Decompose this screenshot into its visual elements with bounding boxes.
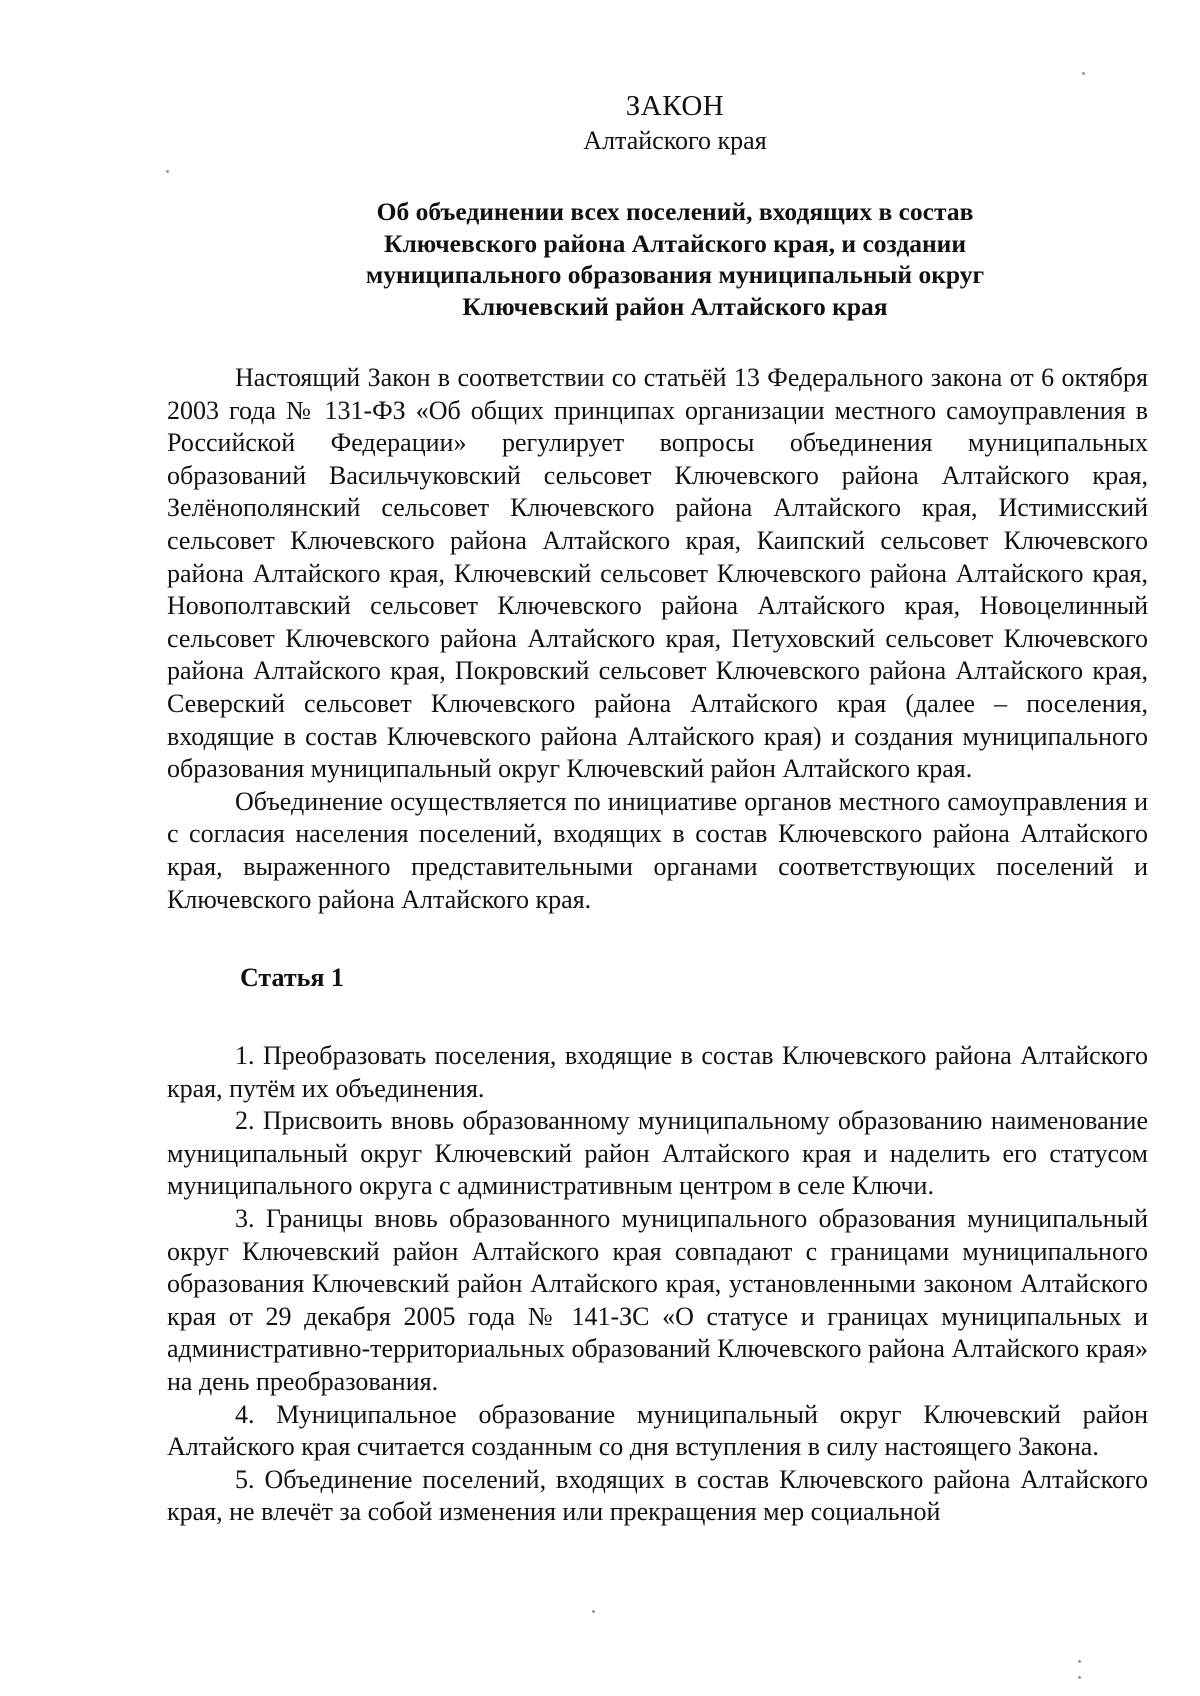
preamble-paragraph: Настоящий Закон в соответствии со статьёй 13 Федерального закона от 6 октября 2003 года № 131-ФЗ «Об общих принципах организации местного самоуправления в Российской Федерации» регулирует вопросы объединения муниципальных образований Васильчуковский сельсовет Ключевского района Алтайского края, Зелёнополянский сельсовет Ключевского района Алтайского края, Истимисский сельсовет Ключевского района Алтайского края, Каипский сельсовет Ключевского района Алтайского края, Ключевский сельсовет Ключевского района Алтайского края, Новополтавский сельсовет Ключевского района Алтайского края, Новоцелинный сельсовет Ключевского района Алтайского края, Петуховский сельсовет Ключевского района Алтайского края, Покровский сельсовет Ключевского района Алтайского края, Северский сельсовет Ключевского района Алтайского края (далее – поселения, входящие в состав Ключевского района Алтайского края) и создания муниципального образования муниципальный округ Ключевский район Алтайского края. [167, 363, 1148, 784]
title-line: муниципального образования муниципальный округ [365, 260, 985, 289]
article-item: 1. Преобразовать поселения, входящие в состав Ключевского района Алтайского края, путём их объединения. [167, 1041, 1148, 1103]
document-title [202, 196, 1148, 322]
scan-speck [1082, 72, 1085, 75]
article-heading: Статья 1 [240, 963, 344, 993]
article-item: 5. Объединение поселений, входящих в состав Ключевского района Алтайского края, не влечёт за собой изменения или прекращения мер социальной [167, 1464, 1148, 1527]
preamble [167, 362, 1148, 916]
title-line: Ключевского района Алтайского края, и создании [383, 228, 967, 258]
article-item: 4. Муниципальное образование муниципальный округ Ключевский район Алтайского края считается созданным со дня вступления в силу настоящего Закона. [167, 1399, 1148, 1462]
document-content [167, 88, 1148, 1529]
title-line: Ключевский район Алтайского края [462, 291, 888, 321]
article-body [167, 1040, 1148, 1529]
article-item: 2. Присвоить вновь образованному муниципальному образованию наименование муниципальный округ Ключевский район Алтайского края и наделить его статусом муниципального округа с административным центром в селе Ключи. [167, 1106, 1148, 1201]
document-region: Алтайского края [583, 126, 767, 155]
scan-speck [1078, 1660, 1081, 1663]
preamble-paragraph: Объединение осуществляется по инициативе органов местного самоуправления и с согласия населения поселений, входящих в состав Ключевского района Алтайского края, выраженного представительными органами соответствующих поселений и Ключевского района Алтайского края. [167, 786, 1148, 914]
title-line: Об объединении всех поселений, входящих в состав [376, 197, 974, 226]
scan-speck [592, 1610, 595, 1613]
article-item: 3. Границы вновь образованного муниципального образования муниципальный округ Ключевский район Алтайского края совпадают с границами муниципального образования Ключевский район Алтайского края, установленными законом Алтайского края от 29 декабря 2005 года № 141-ЗС «О статусе и границах муниципальных и административно-территориальных образований Ключевского района Алтайского края» на день преобразования. [167, 1204, 1148, 1397]
scan-speck [1078, 1676, 1081, 1679]
document-type: ЗАКОН [625, 90, 725, 122]
